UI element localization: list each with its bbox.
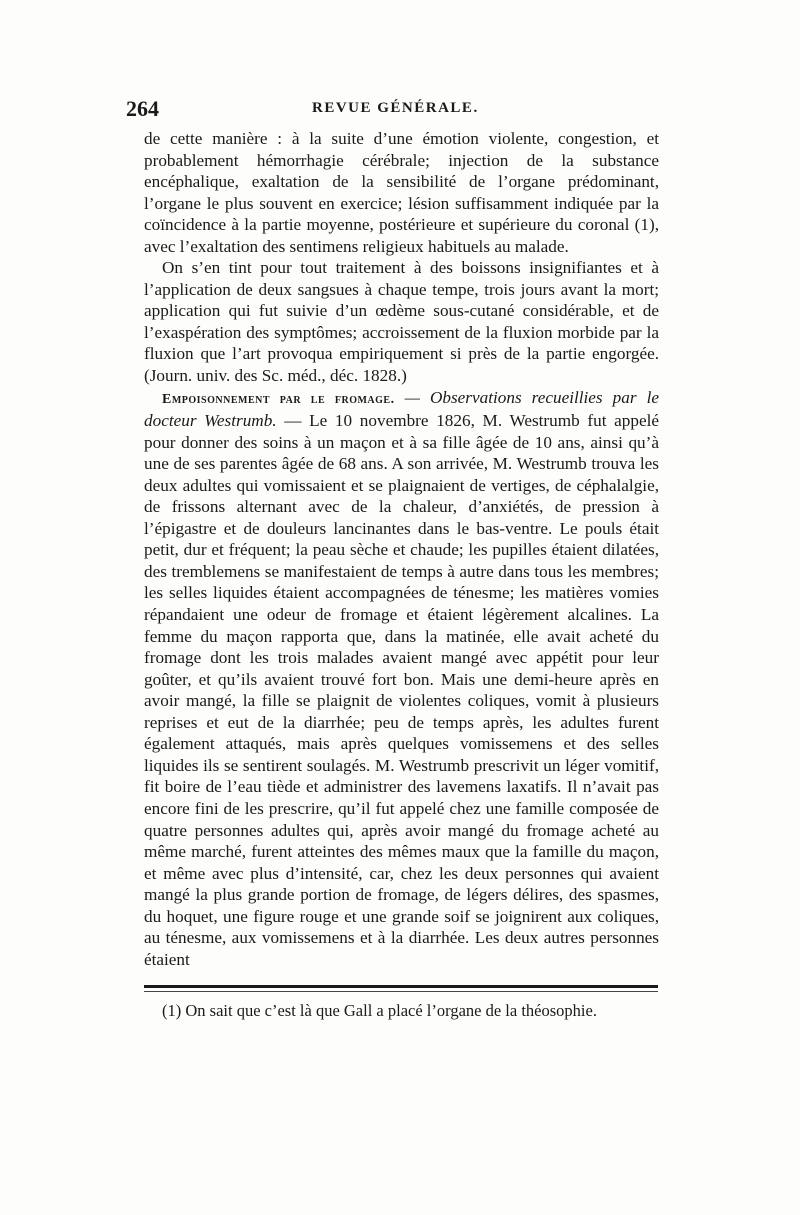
footnote: (1) On sait que c’est là que Gall a placé l’organe de la théosophie. (162, 1001, 597, 1020)
page-header (126, 96, 666, 124)
footnote-rule-thin (144, 991, 658, 992)
footnote-rule (144, 985, 658, 988)
paragraph-1: de cette manière : à la suite d’une émotion violente, congestion, et probablement hémorrhagie cérébrale; injection de la substance encéphalique, exaltation de la sensibilité de l’organe prédominant, l’organe le plus souvent en exercice; lésion suffisamment indiquée par la coïncidence à la partie moyenne, postérieure et supérieure du coronal (1), avec l’exaltation des sentimens religieux habituels au malade. (144, 129, 659, 256)
section-subtitle: — Observations recueillies par le docteur Westrumb. (144, 387, 659, 431)
body-text (144, 128, 659, 970)
paragraph-3 (144, 387, 659, 971)
running-title: REVUE GÉNÉRALE. (312, 100, 479, 116)
page-number: 264 (126, 96, 159, 121)
paragraph-2: On s’en tint pour tout traitement à des boissons insignifiantes et à l’application de deux sangsues à chaque tempe, trois jours avant la mort; application qui fut suivie d’un œdème sous-cutané considérable, et de l’exaspération des symptômes; accroissement de la fluxion morbide par la fluxion que l’art provoqua empiriquement si près de la partie engorgée. (Journ. univ. des Sc. méd., déc. 1828.) (144, 258, 659, 386)
section-heading: Empoisonnement par le fromage. (162, 391, 395, 407)
section-text: — Le 10 novembre 1826, M. Westrumb fut appelé pour donner des soins à un maçon et à sa fille âgée de 10 ans, ainsi qu’à une de ses parentes âgée de 68 ans. A son arrivée, M. Westrumb trouva les deux adultes qui vomissaient et se plaignaient de vertiges, de céphalalgie, de frissons alternant avec de la chaleur, d’anxiétés, de pression à l’épigastre et de douleurs lancinantes dans le bas-ventre. Le pouls était petit, dur et fréquent; la peau sèche et chaude; les pupilles étaient dilatées, des tremblemens se manifestaient de temps à autre dans tous les membres; les selles liquides étaient accompagnées de ténesme; les matières vomies répandaient une odeur de fromage et étaient légèrement alcalines. La femme du maçon rapporta que, dans la matinée, elle avait acheté du fromage dont les trois malades avaient mangé avec appétit pour leur goûter, et qu’ils avaient trouvé fort bon. Mais une demi-heure après en avoir mangé, la fille se plaignit de violentes coliques, vomit à plusieurs reprises et eut de la diarrhée; peu de temps après, les adultes furent également attaqués, mais après quelques vomissemens et des selles liquides ils se sentirent soulagés. M. Westrumb prescrivit un léger vomitif, fit boire de l’eau tiède et administrer des lavemens laxatifs. Il n’avait pas encore fini de les prescrire, qu’il fut appelé chez une famille composée de quatre personnes adultes qui, après avoir mangé du fromage acheté au même marché, furent atteintes des mêmes maux que la famille du maçon, et même avec plus d’intensité, car, chez les deux personnes qui avaient mangé la plus grande portion de fromage, de légers délires, des spasmes, du hoquet, une figure rouge et une grande soif se joignirent aux coliques, au ténesme, aux vomissemens et à la diarrhée. Les deux autres personnes étaient (144, 411, 659, 969)
